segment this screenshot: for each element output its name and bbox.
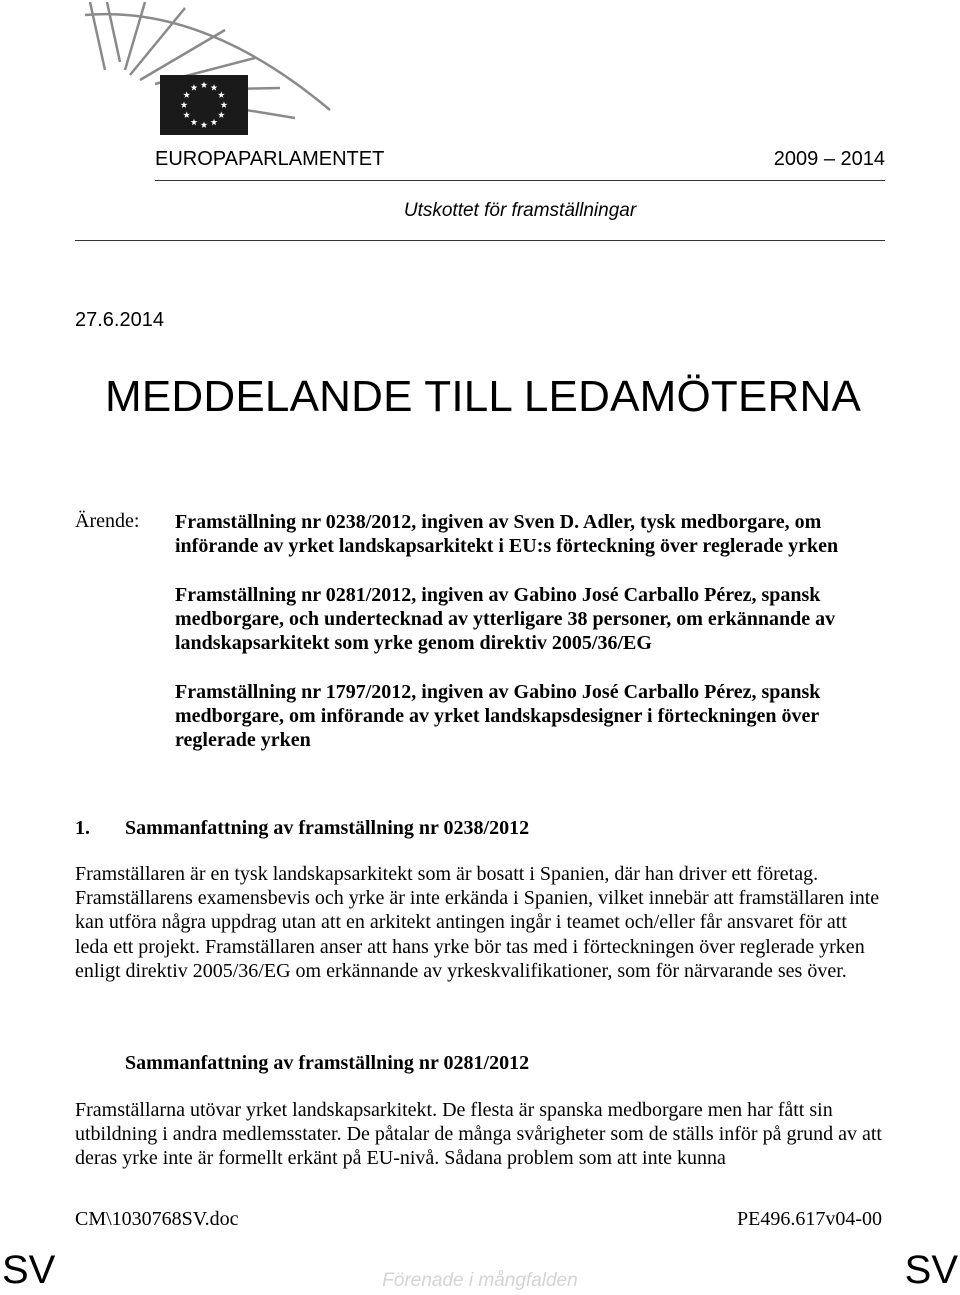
section-heading-text: Sammanfattning av framställning nr 0238/2012 xyxy=(125,817,530,839)
language-code-right: SV xyxy=(904,1248,958,1292)
parliamentary-term: 2009 – 2014 xyxy=(773,148,885,170)
pe-reference: PE496.617v04-00 xyxy=(737,1208,882,1230)
section-1-heading xyxy=(75,817,529,840)
institution-name: EUROPAPARLAMENTET xyxy=(155,148,385,170)
section-2-heading: Sammanfattning av framställning nr 0281/2012 xyxy=(125,1052,530,1074)
eu-motto: Förenade i mångfalden xyxy=(382,1270,578,1291)
header-divider-top xyxy=(155,180,885,181)
section-1-body: Framställaren är en tysk landskapsarkitekt som är bosatt i Spanien, där han driver ett företag. Framställarens examensbevis och yrke är inte erkända i Spanien, vilket innebär att framställaren inte kan utföra några uppdrag utan att en arkitekt antingen ingår i teamet och/eller får ansvaret för att leda ett projekt. Framställaren anser att hans yrke bör tas med i förteckningen över reglerade yrken enligt direktiv 2005/36/EG om erkännande av yrkeskvalifikationer, som för närvarande ses över. xyxy=(75,863,880,982)
subject-label: Ärende: xyxy=(75,510,140,532)
document-title: MEDDELANDE TILL LEDAMÖTERNA xyxy=(105,372,862,421)
petition-item: Framställning nr 0238/2012, ingiven av Sven D. Adler, tysk medborgare, om införande av yrket landskapsarkitekt i EU:s förteckning över reglerade yrken xyxy=(175,511,839,557)
european-parliament-logo-icon xyxy=(85,0,345,145)
petition-item: Framställning nr 1797/2012, ingiven av Gabino José Carballo Pérez, spansk medborgare, om införande av yrket landskapsdesigner i förteckningen över reglerade yrken xyxy=(175,681,821,751)
header-divider-bottom xyxy=(75,240,885,241)
petition-item: Framställning nr 0281/2012, ingiven av Gabino José Carballo Pérez, spansk medborgare, och undertecknad av ytterligare 38 personer, om erkännande av landskapsarkitekt som yrke genom direktiv 2005/36/EG xyxy=(175,584,836,654)
language-code-left: SV xyxy=(2,1248,56,1292)
committee-name: Utskottet för framställningar xyxy=(403,200,637,221)
section-number: 1. xyxy=(75,817,90,839)
document-date: 27.6.2014 xyxy=(75,309,164,331)
petition-list xyxy=(175,510,875,777)
section-2-body: Framställarna utövar yrket landskapsarkitekt. De flesta är spanska medborgare men har fått sin utbildning i andra medlemsstater. De påtalar de många svårigheter som de ställs inför på grund av att deras yrke inte är formellt erkänt på EU-nivå. Sådana problem som att inte kunna xyxy=(75,1099,882,1170)
document-reference: CM\1030768SV.doc xyxy=(75,1208,239,1230)
